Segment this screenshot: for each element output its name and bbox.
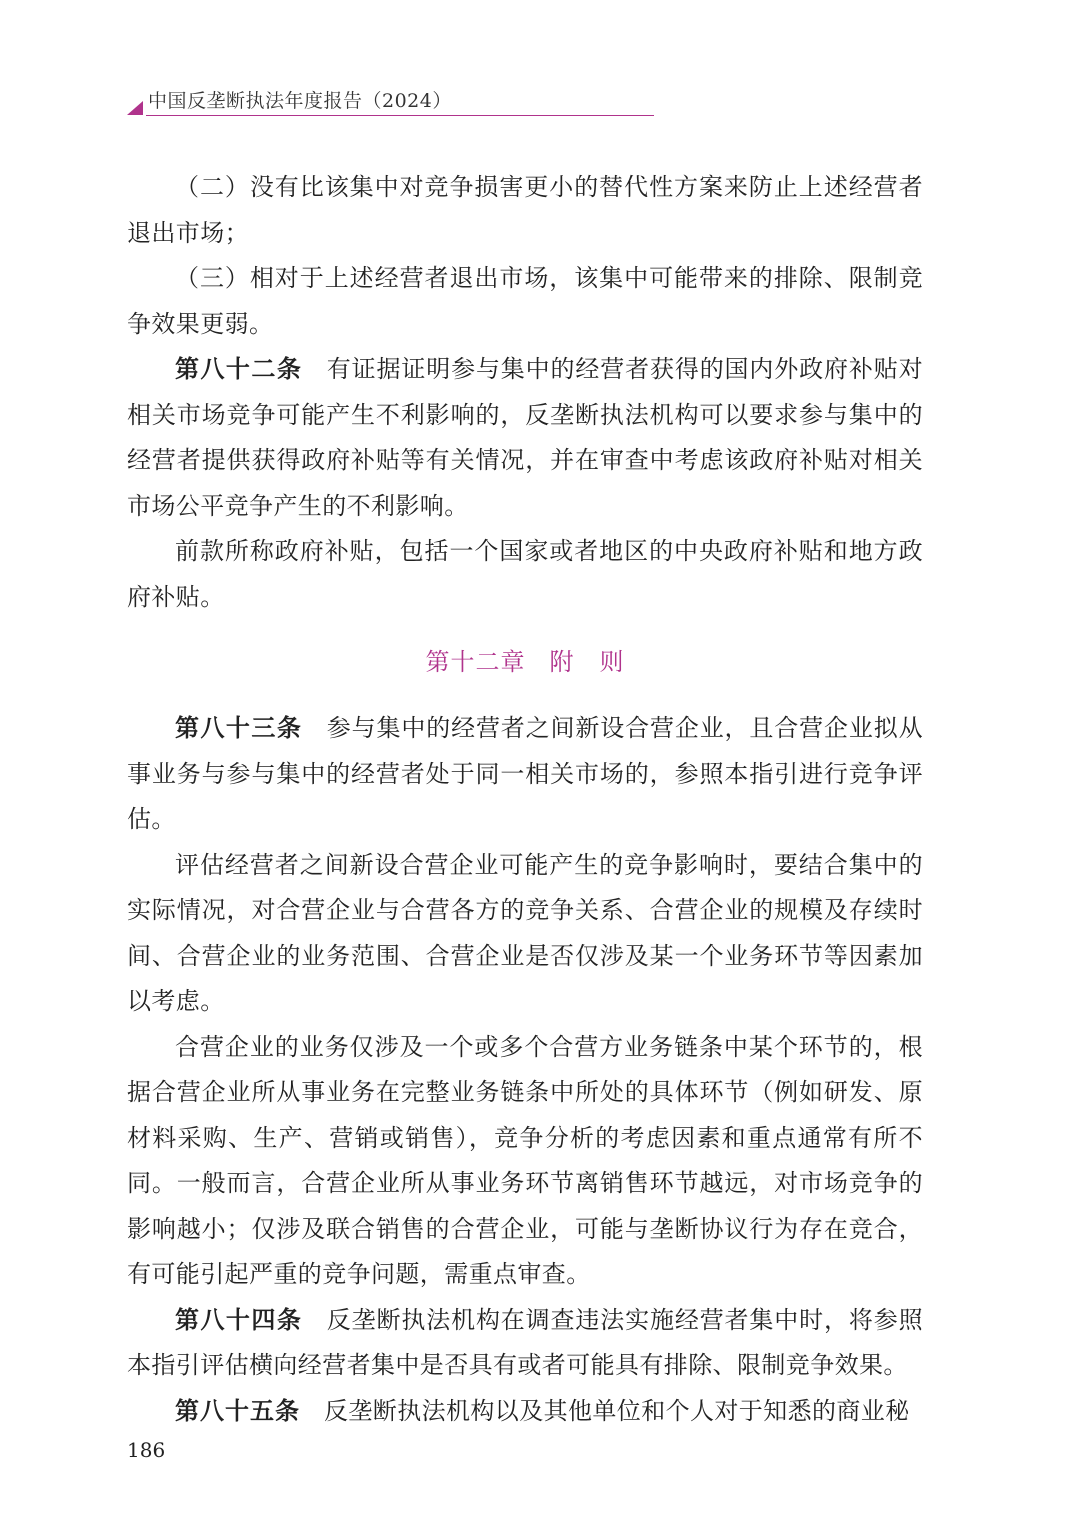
page-header — [0, 0, 1080, 140]
chapter-name: 附 则 — [549, 648, 625, 676]
header-title: 中国反垄断执法年度报告（2024） — [148, 90, 452, 112]
article-82-text: 有证据证明参与集中的经营者获得的国内外政府补贴对相关市场竞争可能产生不利影响的，反垄断执法机构可以要求参与集中的经营者提供获得政府补贴等有关情况，并在审查中考虑该政府补贴对相关市场公平竞争产生的不利影响。 — [127, 355, 923, 520]
page-number: 186 — [127, 1438, 166, 1462]
paragraph-jv-assessment: 评估经营者之间新设合营企业可能产生的竞争影响时，要结合集中的实际情况，对合营企业与合营各方的竞争关系、合营企业的规模及存续时间、合营企业的业务范围、合营企业是否仅涉及某一个业务环节等因素加以考虑。 — [127, 850, 923, 1015]
article-83 — [127, 706, 923, 843]
header-rule — [146, 115, 654, 116]
chapter-heading — [127, 642, 923, 682]
header-triangle-icon — [127, 101, 143, 115]
article-82-label: 第八十二条 — [175, 355, 303, 383]
article-84 — [127, 1298, 923, 1389]
paragraph-jv-business-chain: 合营企业的业务仅涉及一个或多个合营方业务链条中某个环节的，根据合营企业所从事业务在完整业务链条中所处的具体环节（例如研发、原材料采购、生产、营销或销售），竞争分析的考虑因素和重点通常有所不同。一般而言，合营企业所从事业务环节离销售环节越远，对市场竞争的影响越小；仅涉及联合销售的合营企业，可能与垄断协议行为存在竞合，有可能引起严重的竞争问题，需重点审查。 — [127, 1032, 923, 1288]
paragraph-item-3: （三）相对于上述经营者退出市场，该集中可能带来的排除、限制竞争效果更弱。 — [127, 264, 923, 338]
paragraph-subsidy: 前款所称政府补贴，包括一个国家或者地区的中央政府补贴和地方政府补贴。 — [127, 537, 923, 611]
article-85-text: 反垄断执法机构以及其他单位和个人对于知悉的商业秘 — [324, 1396, 910, 1425]
body-text — [127, 165, 923, 1434]
chapter-number: 第十二章 — [425, 648, 526, 676]
article-85-label: 第八十五条 — [175, 1396, 300, 1425]
paragraph-item-2: （二）没有比该集中对竞争损害更小的替代性方案来防止上述经营者退出市场； — [127, 173, 923, 247]
article-84-label: 第八十四条 — [175, 1305, 303, 1334]
article-83-label: 第八十三条 — [175, 714, 303, 742]
article-83-text: 参与集中的经营者之间新设合营企业，且合营企业拟从事业务与参与集中的经营者处于同一相关市场的，参照本指引进行竞争评估。 — [127, 714, 923, 833]
article-84-text: 反垄断执法机构在调查违法实施经营者集中时，将参照本指引评估横向经营者集中是否具有或者可能具有排除、限制竞争效果。 — [127, 1305, 923, 1379]
article-82 — [127, 347, 923, 529]
article-85 — [127, 1389, 923, 1435]
